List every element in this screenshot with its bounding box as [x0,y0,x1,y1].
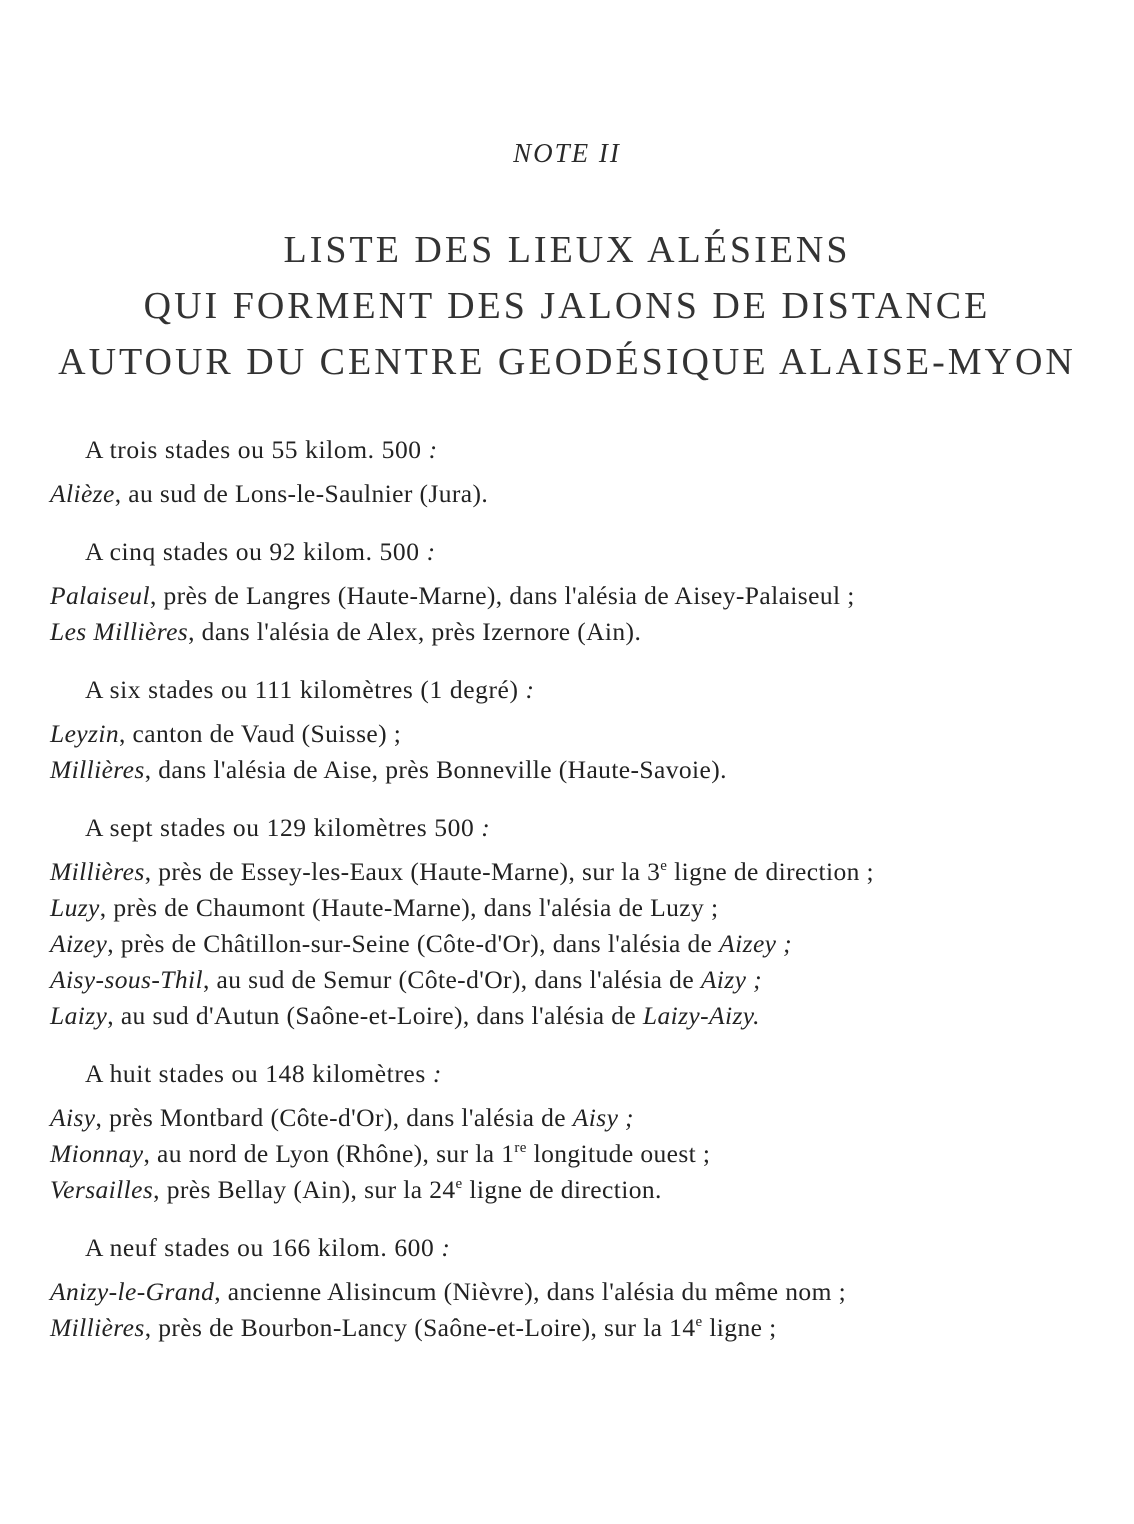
place-entry [50,926,1090,962]
place-description-tail: ligne de direction ; [667,857,875,886]
place-entry [50,854,1090,890]
place-entry [50,1310,1090,1346]
place-description: , près de Essey-les-Eaux (Haute-Marne), sur la 3 [144,857,661,886]
place-entry [50,1274,1090,1310]
place-description: , près Bellay (Ain), sur la 24 [153,1175,456,1204]
place-description: , près de Chaumont (Haute-Marne), dans l'alésia de Luzy ; [99,893,719,922]
section-heading-colon: : [518,675,535,704]
distance-section [50,1056,1090,1208]
section-heading-colon: : [474,813,491,842]
place-name: Aisy [50,1103,96,1132]
place-entry [50,962,1090,998]
place-description: , près de Langres (Haute-Marne), dans l'alésia de Aisey-Palaiseul ; [149,581,855,610]
place-name: Anizy-le-Grand [50,1277,215,1306]
place-name: Laizy [50,1001,108,1030]
place-entry [50,1100,1090,1136]
distance-list [50,432,1090,1368]
place-name: Versailles [50,1175,154,1204]
distance-section [50,432,1090,512]
section-heading-text: A sept stades ou 129 kilomètres 500 [85,813,475,842]
section-heading [50,810,1090,846]
place-entry [50,716,1090,752]
section-heading [50,1230,1090,1266]
place-name: Aizey [50,929,108,958]
place-description-tail: longitude ouest ; [526,1139,711,1168]
place-description: , au sud de Lons-le-Saulnier (Jura). [114,479,489,508]
place-description: , dans l'alésia de Alex, près Izernore (Ain). [188,617,642,646]
section-heading-colon: : [421,435,438,464]
place-name: Millières [50,1313,145,1342]
section-heading [50,1056,1090,1092]
alesia-name: Laizy-Aizy. [642,1001,760,1030]
distance-section [50,672,1090,788]
place-description: , ancienne Alisincum (Nièvre), dans l'alésia du même nom ; [214,1277,847,1306]
place-name: Mionnay [50,1139,144,1168]
place-description-tail: ligne ; [702,1313,777,1342]
place-entry [50,614,1090,650]
ordinal-suffix: e [695,1314,703,1330]
section-heading-text: A huit stades ou 148 kilomètres [85,1059,426,1088]
section-heading-text: A six stades ou 111 kilomètres (1 degré) [85,675,519,704]
place-description: , près de Châtillon-sur-Seine (Côte-d'Or), dans l'alésia de [107,929,720,958]
title-line: QUI FORMENT DES JALONS DE DISTANCE [143,285,991,327]
place-entry [50,476,1090,512]
page-title [40,222,1094,390]
place-description: , au nord de Lyon (Rhône), sur la 1 [143,1139,515,1168]
section-heading-text: A trois stades ou 55 kilom. 500 [85,435,422,464]
section-heading-text: A neuf stades ou 166 kilom. 600 [85,1233,435,1262]
section-heading-colon: : [425,1059,442,1088]
distance-section [50,1230,1090,1346]
section-heading-text: A cinq stades ou 92 kilom. 500 [85,537,420,566]
place-name: Aisy-sous-Thil [50,965,203,994]
alesia-name: Aisy ; [572,1103,634,1132]
place-entry [50,998,1090,1034]
alesia-name: Aizy ; [700,965,762,994]
place-name: Alièze [50,479,115,508]
ordinal-suffix: e [455,1176,463,1192]
place-entry [50,578,1090,614]
place-description: , canton de Vaud (Suisse) ; [118,719,402,748]
place-name: Millières [50,857,145,886]
note-label: NOTE II [513,138,621,168]
place-description: , au sud d'Autun (Saône-et-Loire), dans l'alésia de [107,1001,643,1030]
title-line: AUTOUR DU CENTRE GEODÉSIQUE ALAISE-MYON [58,341,1076,383]
distance-section [50,534,1090,650]
place-description-tail: ligne de direction. [462,1175,662,1204]
place-name: Leyzin [50,719,119,748]
ordinal-suffix: re [514,1140,527,1156]
place-name: Les Millières [50,617,189,646]
place-entry [50,752,1090,788]
place-entry [50,1172,1090,1208]
title-line: LISTE DES LIEUX ALÉSIENS [283,229,851,271]
place-description: , au sud de Semur (Côte-d'Or), dans l'alésia de [202,965,701,994]
place-description: , dans l'alésia de Aise, près Bonneville (Haute-Savoie). [144,755,727,784]
section-heading [50,432,1090,468]
place-description: , près Montbard (Côte-d'Or), dans l'alésia de [95,1103,573,1132]
place-description: , près de Bourbon-Lancy (Saône-et-Loire), sur la 14 [144,1313,696,1342]
place-name: Luzy [50,893,100,922]
section-heading [50,672,1090,708]
alesia-name: Aizey ; [719,929,793,958]
section-heading-colon: : [434,1233,451,1262]
place-name: Palaiseul [50,581,150,610]
distance-section [50,810,1090,1034]
section-heading [50,534,1090,570]
place-entry [50,1136,1090,1172]
place-name: Millières [50,755,145,784]
section-heading-colon: : [419,537,436,566]
place-entry [50,890,1090,926]
ordinal-suffix: e [660,858,668,874]
